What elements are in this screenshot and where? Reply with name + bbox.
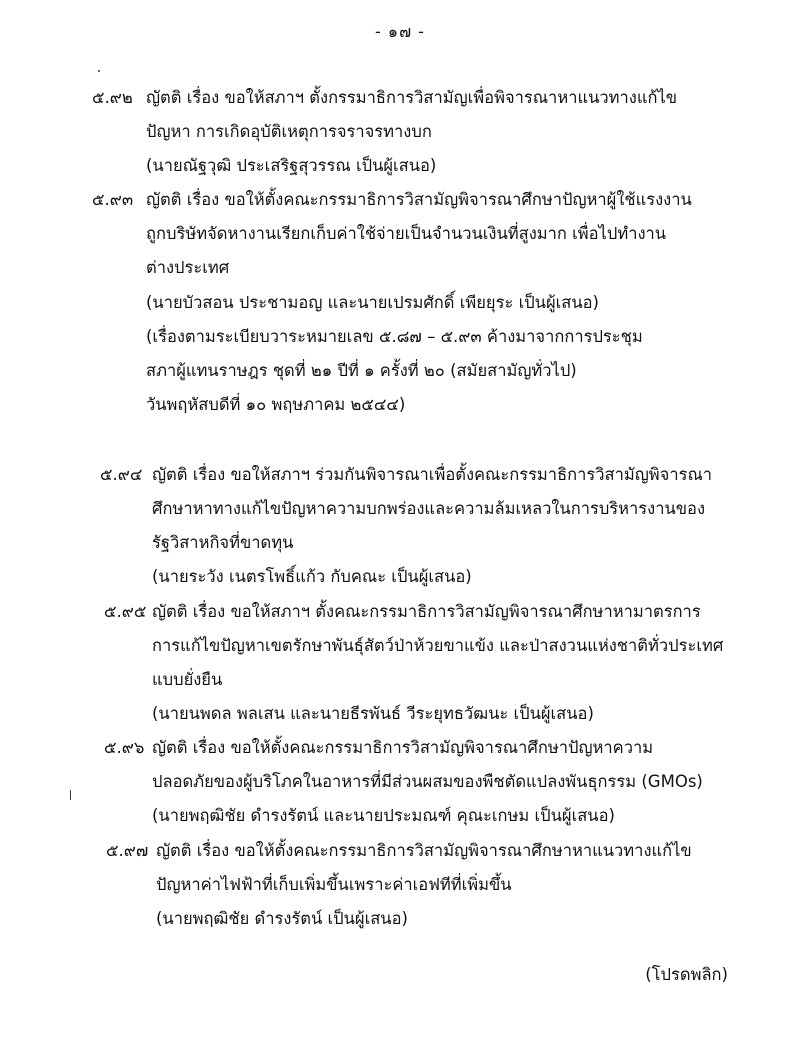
- item-line: ถูกบริษัทจัดหางานเรียกเก็บค่าใช้จ่ายเป็นจำนวนเงินที่สูงมาก เพื่อไปทำงาน: [146, 224, 667, 243]
- item-line: ปัญหา การเกิดอุบัติเหตุการจราจรทางบก: [146, 122, 432, 141]
- item-proposer: (นายพฤฒิชัย ดำรงรัตน์ เป็นผู้เสนอ): [156, 909, 408, 928]
- item-note: (เรื่องตามระเบียบวาระหมายเลข ๕.๘๗ – ๕.๙๓ ค้างมาจากการประชุม: [146, 327, 643, 346]
- item-line: ปลอดภัยของผู้บริโภคในอาหารที่มีส่วนผสมของพืชตัดแปลงพันธุกรรม (GMOs): [152, 772, 703, 791]
- item-number: ๕.๙๕: [104, 602, 147, 621]
- item-proposer: (นายณัฐวุฒิ ประเสริฐสุวรรณ เป็นผู้เสนอ): [146, 156, 437, 175]
- item-line: ปัญหาค่าไฟฟ้าที่เก็บเพิ่มขึ้นเพราะค่าเอฟทีที่เพิ่มขึ้น: [156, 875, 512, 894]
- item-line: ต่างประเทศ: [146, 258, 230, 277]
- item-proposer: (นายพฤฒิชัย ดำรงรัตน์ และนายประมณฑ์ คุณะเกษม เป็นผู้เสนอ): [152, 806, 615, 825]
- scan-speck: [98, 70, 100, 72]
- item-proposer: (นายนพดล พลเสน และนายธีรพันธ์ วีระยุทธวัฒนะ เป็นผู้เสนอ): [152, 704, 594, 723]
- item-line: แบบยั่งยืน: [152, 670, 223, 689]
- item-line: ญัตติ เรื่อง ขอให้ตั้งคณะกรรมาธิการวิสามัญพิจารณาศึกษาหาแนวทางแก้ไข: [156, 841, 692, 860]
- item-proposer: (นายบัวสอน ประชามอญ และนายเปรมศักดิ์ เพียยุระ เป็นผู้เสนอ): [146, 293, 599, 312]
- item-line: รัฐวิสาหกิจที่ขาดทุน: [152, 533, 294, 552]
- item-number: ๕.๙๒: [92, 88, 133, 107]
- item-line: ญัตติ เรื่อง ขอให้สภาฯ ตั้งคณะกรรมาธิการวิสามัญพิจารณาศึกษาหามาตรการ: [152, 602, 701, 621]
- item-number: ๕.๙๓: [92, 190, 134, 209]
- item-line: การแก้ไขปัญหาเขตรักษาพันธุ์สัตว์ป่าห้วยขาแข้ง และป่าสงวนแห่งชาติทั่วประเทศ: [152, 636, 724, 655]
- page-number: - ๑๗ -: [375, 22, 425, 41]
- item-note: สภาผู้แทนราษฎร ชุดที่ ๒๑ ปีที่ ๑ ครั้งที่ ๒๐ (สมัยสามัญทั่วไป): [146, 361, 577, 380]
- item-note: วันพฤหัสบดีที่ ๑๐ พฤษภาคม ๒๕๔๔): [146, 395, 406, 414]
- item-line: ญัตติ เรื่อง ขอให้ตั้งคณะกรรมาธิการวิสามัญพิจารณาศึกษาปัญหาผู้ใช้แรงงาน: [146, 190, 692, 209]
- item-number: ๕.๙๗: [106, 841, 149, 860]
- item-line: ญัตติ เรื่อง ขอให้สภาฯ ตั้งกรรมาธิการวิสามัญเพื่อพิจารณาหาแนวทางแก้ไข: [146, 88, 678, 107]
- scan-speck: [70, 790, 71, 800]
- item-number: ๕.๙๖: [104, 738, 145, 757]
- item-line: ศึกษาหาทางแก้ไขปัญหาความบกพร่องและความล้มเหลวในการบริหารงานของ: [152, 499, 706, 518]
- item-line: ญัตติ เรื่อง ขอให้สภาฯ ร่วมกันพิจารณาเพื่อตั้งคณะกรรมาธิการวิสามัญพิจารณา: [152, 465, 713, 484]
- item-proposer: (นายระวัง เนตรโพธิ์แก้ว กับคณะ เป็นผู้เสนอ): [152, 567, 472, 586]
- item-line: ญัตติ เรื่อง ขอให้ตั้งคณะกรรมาธิการวิสามัญพิจารณาศึกษาปัญหาความ: [152, 738, 654, 757]
- continue-note: (โปรดพลิก): [645, 965, 728, 984]
- item-number: ๕.๙๔: [100, 465, 143, 484]
